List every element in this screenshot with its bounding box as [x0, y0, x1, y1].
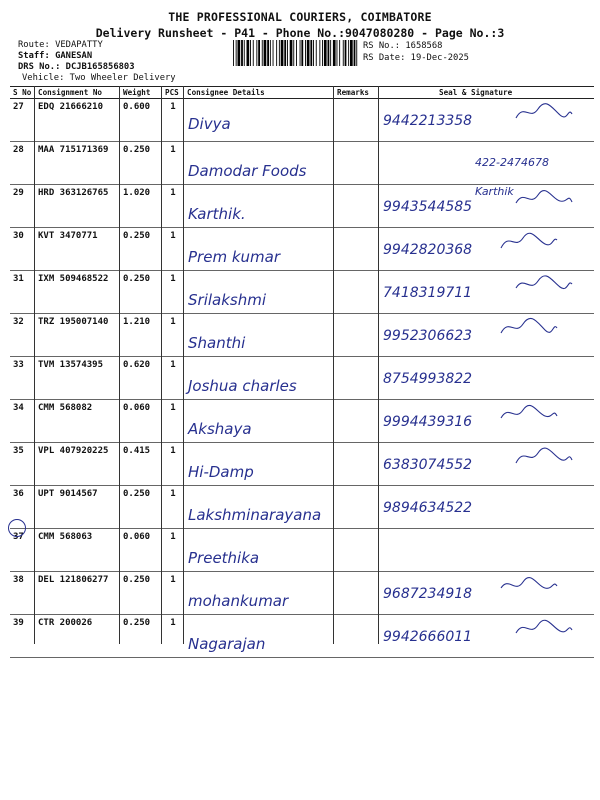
col-signature: Seal & Signature [379, 87, 594, 99]
row-remarks [334, 271, 379, 314]
row-pcs: 1 [162, 529, 184, 572]
barcode-bar [345, 40, 347, 66]
row-pcs: 1 [162, 615, 184, 658]
row-weight: 0.600 [120, 99, 162, 142]
barcode-bar [284, 40, 286, 66]
table-row [10, 142, 594, 185]
row-pcs: 1 [162, 142, 184, 185]
table-row [10, 271, 594, 314]
barcode-bar [348, 40, 349, 66]
signature-phone: 9942666011 [383, 629, 473, 645]
barcode-bar [238, 40, 241, 66]
table-row [10, 572, 594, 615]
barcode-bar [281, 40, 284, 66]
signature-phone: 9942820368 [383, 242, 473, 258]
barcode-bar [305, 40, 306, 66]
row-sno: 34 [10, 400, 35, 443]
col-weight: Weight [120, 87, 162, 99]
barcode-bar [241, 40, 243, 66]
signature-phone: 9994439316 [383, 414, 473, 430]
row-consignment-no: IXM 509468522 [35, 271, 120, 314]
handwritten-signature [514, 617, 574, 639]
barcode-bar [267, 40, 269, 66]
row-pcs: 1 [162, 314, 184, 357]
row-pcs: 1 [162, 99, 184, 142]
row-consignee-cell [184, 99, 334, 142]
vehicle-label: Vehicle: Two Wheeler Delivery [22, 73, 176, 83]
barcode-bar [244, 40, 245, 66]
barcode-bar [236, 40, 237, 66]
signature-phone: 7418319711 [383, 285, 473, 301]
row-sno: 27 [10, 99, 35, 142]
row-sno: 36 [10, 486, 35, 529]
row-pcs: 1 [162, 486, 184, 529]
barcode-bar [296, 40, 297, 66]
consignee-name: Preethika [188, 549, 260, 567]
consignee-name: Divya [188, 115, 231, 133]
barcode-bar [328, 40, 330, 66]
row-consignment-no: CTR 200026 [35, 615, 120, 658]
row-consignment-no: DEL 121806277 [35, 572, 120, 615]
barcode-bar [307, 40, 310, 66]
signature-phone: 8754993822 [383, 371, 473, 387]
table-row [10, 400, 594, 443]
barcode-bar [276, 40, 277, 66]
signature-note: Karthik [475, 185, 514, 198]
handwritten-signature [514, 273, 574, 295]
row-signature-cell [379, 357, 594, 400]
barcode-bar [354, 40, 356, 66]
consignee-name: Hi-Damp [188, 463, 254, 481]
row-pcs: 1 [162, 357, 184, 400]
drs-label: DRS No.: DCJB165856803 [18, 62, 135, 72]
row-sno: 38 [10, 572, 35, 615]
signature-phone: 9894634522 [383, 500, 473, 516]
handwritten-signature [499, 316, 559, 338]
handwritten-signature [499, 230, 559, 252]
handwritten-signature [514, 445, 574, 467]
row-weight: 1.210 [120, 314, 162, 357]
consignee-name: Akshaya [188, 420, 252, 438]
signature-phone: 9952306623 [383, 328, 473, 344]
row-remarks [334, 400, 379, 443]
barcode-bar [290, 40, 293, 66]
col-consignment: Consignment No [35, 87, 120, 99]
runsheet-table [10, 86, 594, 658]
row-remarks [334, 142, 379, 185]
table-row [10, 314, 594, 357]
consignee-name: Joshua charles [188, 377, 297, 395]
row-weight: 0.250 [120, 142, 162, 185]
row-consignment-no: TRZ 195007140 [35, 314, 120, 357]
row-pcs: 1 [162, 185, 184, 228]
col-sno: S No [10, 87, 35, 99]
row-weight: 0.060 [120, 400, 162, 443]
barcode-bar [316, 40, 317, 66]
row-consignee-cell [184, 228, 334, 271]
barcode [233, 40, 359, 66]
row-weight: 0.250 [120, 271, 162, 314]
runsheet-subtitle: Delivery Runsheet - P41 - Phone No.:9047080280 - Page No.:3 [95, 26, 505, 40]
barcode-bar [356, 40, 357, 66]
row-weight: 1.020 [120, 185, 162, 228]
row-signature-cell [379, 486, 594, 529]
row-consignment-no: VPL 407920225 [35, 443, 120, 486]
row-consignee-cell [184, 314, 334, 357]
row-signature-cell [379, 572, 594, 615]
table-row [10, 185, 594, 228]
row-remarks [334, 572, 379, 615]
row-consignment-no: MAA 715171369 [35, 142, 120, 185]
consignee-name: Lakshminarayana [188, 506, 322, 524]
row-pcs: 1 [162, 572, 184, 615]
row-sno: 28 [10, 142, 35, 185]
consignee-name: Prem kumar [188, 248, 280, 266]
row-sno: 37 [10, 529, 35, 572]
row-signature-cell [379, 400, 594, 443]
barcode-bar [350, 40, 353, 66]
barcode-bar [313, 40, 314, 66]
row-consignment-no: CMM 568063 [35, 529, 120, 572]
row-weight: 0.250 [120, 228, 162, 271]
row-signature-cell [379, 529, 594, 572]
row-weight: 0.060 [120, 529, 162, 572]
row-weight: 0.250 [120, 572, 162, 615]
row-remarks [334, 615, 379, 658]
row-remarks [334, 486, 379, 529]
table-row [10, 228, 594, 271]
consignee-name: Karthik. [188, 205, 246, 223]
row-sno: 35 [10, 443, 35, 486]
row-signature-cell [379, 271, 594, 314]
row-pcs: 1 [162, 228, 184, 271]
row-consignee-cell [184, 486, 334, 529]
barcode-bar [279, 40, 280, 66]
barcode-bar [310, 40, 312, 66]
barcode-bar [293, 40, 294, 66]
row-pcs: 1 [162, 271, 184, 314]
barcode-bar [287, 40, 288, 66]
barcode-bar [333, 40, 336, 66]
row-remarks [334, 443, 379, 486]
barcode-bar [264, 40, 267, 66]
row-consignment-no: TVM 13574395 [35, 357, 120, 400]
route-label: Route: VEDAPATTY [18, 40, 103, 50]
row-remarks [334, 529, 379, 572]
consignee-name: Shanthi [188, 334, 246, 352]
row-consignee-cell [184, 400, 334, 443]
barcode-bar [256, 40, 257, 66]
row-consignment-no: HRD 363126765 [35, 185, 120, 228]
barcode-bar [343, 40, 344, 66]
row-signature-cell [379, 228, 594, 271]
col-pcs: PCS [162, 87, 184, 99]
rs-number: RS No.: 1658568 [363, 41, 443, 51]
row-consignee-cell [184, 142, 334, 185]
staff-label: Staff: GANESAN [18, 51, 93, 61]
signature-note: 422-2474678 [475, 156, 549, 169]
handwritten-signature [514, 101, 574, 123]
row-consignee-cell [184, 443, 334, 486]
barcode-bar [324, 40, 327, 66]
table-row [10, 443, 594, 486]
row-sno: 39 [10, 615, 35, 658]
table-header-row [10, 87, 594, 99]
row-weight: 0.415 [120, 443, 162, 486]
barcode-bar [301, 40, 303, 66]
table-row [10, 357, 594, 400]
barcode-bar [339, 40, 340, 66]
signature-phone: 9442213358 [383, 113, 473, 129]
table-row [10, 99, 594, 142]
row-37-circle-mark [8, 519, 26, 537]
barcode-bar [262, 40, 263, 66]
table-row [10, 486, 594, 529]
table-row [10, 529, 594, 572]
consignee-name: Srilakshmi [188, 291, 267, 309]
barcode-bar [322, 40, 323, 66]
row-weight: 0.250 [120, 615, 162, 658]
col-consignee: Consignee Details [184, 87, 334, 99]
barcode-bar [300, 40, 301, 66]
row-remarks [334, 228, 379, 271]
barcode-bar [233, 40, 234, 66]
row-consignee-cell [184, 529, 334, 572]
signature-phone: 9687234918 [383, 586, 473, 602]
barcode-bar [337, 40, 338, 66]
consignee-name: Nagarajan [188, 635, 266, 653]
col-remarks: Remarks [334, 87, 379, 99]
row-weight: 0.250 [120, 486, 162, 529]
table-row [10, 615, 594, 658]
row-signature-cell [379, 99, 594, 142]
row-consignee-cell [184, 572, 334, 615]
row-signature-cell [379, 314, 594, 357]
barcode-bar [273, 40, 274, 66]
barcode-bar [270, 40, 271, 66]
company-title: THE PROFESSIONAL COURIERS, COIMBATORE [168, 10, 432, 24]
row-sno: 32 [10, 314, 35, 357]
barcode-bar [258, 40, 260, 66]
consignee-name: Damodar Foods [188, 162, 307, 180]
row-consignee-cell [184, 357, 334, 400]
barcode-bar [319, 40, 320, 66]
barcode-bar [250, 40, 251, 66]
barcode-bar [330, 40, 331, 66]
row-remarks [334, 185, 379, 228]
handwritten-signature [514, 187, 574, 209]
handwritten-signature [499, 574, 559, 596]
handwritten-signature [499, 402, 559, 424]
row-sno: 31 [10, 271, 35, 314]
row-signature-cell [379, 615, 594, 658]
signature-phone: 9943544585 [383, 199, 473, 215]
row-consignee-cell [184, 271, 334, 314]
row-consignee-cell [184, 615, 334, 658]
signature-phone: 6383074552 [383, 457, 473, 473]
row-consignee-cell [184, 185, 334, 228]
row-sno: 33 [10, 357, 35, 400]
rs-date: RS Date: 19-Dec-2025 [363, 53, 469, 63]
row-consignment-no: CMM 568082 [35, 400, 120, 443]
row-remarks [334, 99, 379, 142]
row-signature-cell [379, 142, 594, 185]
row-weight: 0.620 [120, 357, 162, 400]
row-consignment-no: EDQ 21666210 [35, 99, 120, 142]
row-pcs: 1 [162, 400, 184, 443]
barcode-bar [247, 40, 250, 66]
row-pcs: 1 [162, 443, 184, 486]
row-signature-cell [379, 185, 594, 228]
row-sno: 30 [10, 228, 35, 271]
row-remarks [334, 314, 379, 357]
row-remarks [334, 357, 379, 400]
consignee-name: mohankumar [188, 592, 289, 610]
barcode-bar [253, 40, 254, 66]
row-signature-cell [379, 443, 594, 486]
row-sno: 29 [10, 185, 35, 228]
row-consignment-no: UPT 9014567 [35, 486, 120, 529]
row-consignment-no: KVT 3470771 [35, 228, 120, 271]
